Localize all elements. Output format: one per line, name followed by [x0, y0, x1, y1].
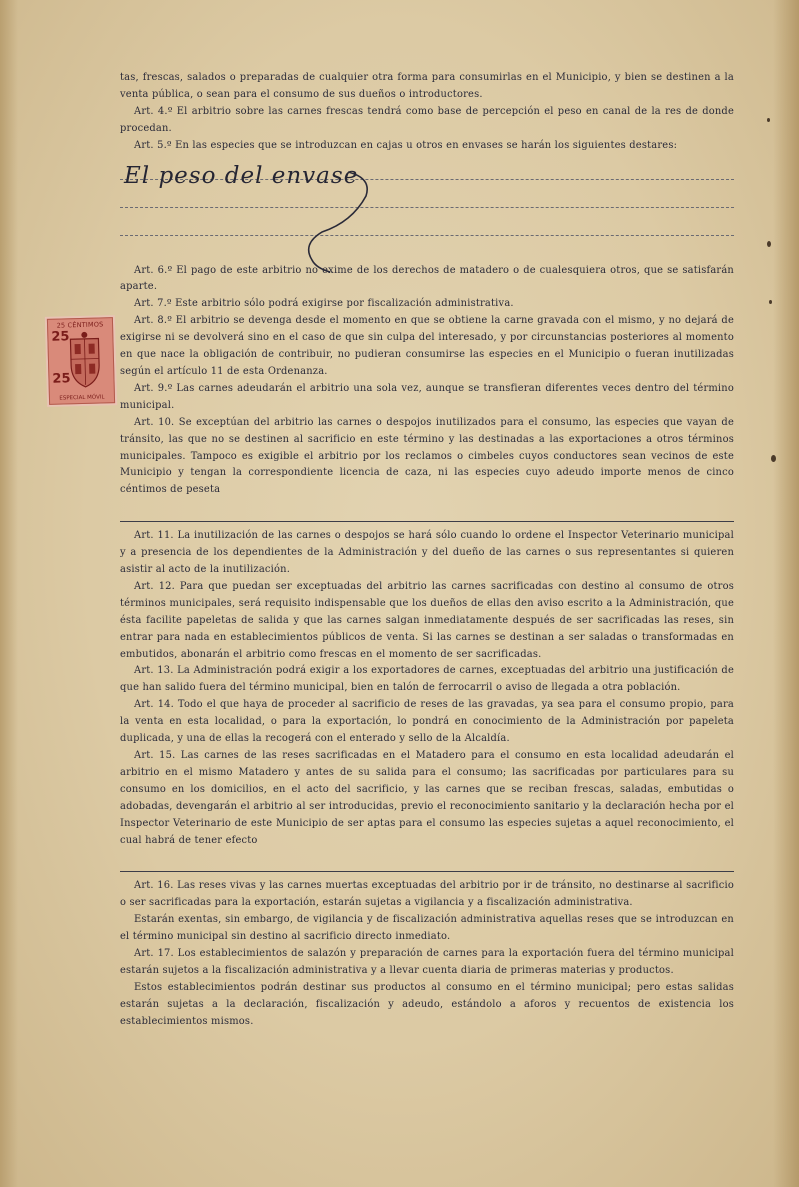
article-7: Art. 7.º Este arbitrio sólo podrá exigirse por fiscalización administrativa.: [134, 298, 514, 310]
article-11: Art. 11. La inutilización de las carnes o despojos se hará sólo cuando lo ordene el Inspector Veterinario municipal y a presencia de los dependientes de la Administración y del dueño de las carnes o sus representantes si quieren asistir al acto de la inutilización.: [120, 530, 734, 576]
article-14: Art. 14. Todo el que haya de proceder al sacrificio de reses de las gravadas, ya sea para el consumo propio, para la venta en esta localidad, o para la exportación, lo pondrá en conocimiento de la Administración por papeleta duplicada, y una de ellas la recogerá con el enterado y sello de la Alcaldía.: [120, 699, 734, 745]
article-5: Art. 5.º En las especies que se introduzcan en cajas u otros en envases se harán los siguientes destares:: [134, 139, 678, 151]
stamp-top-text: 25 CÉNTIMOS: [56, 320, 104, 330]
article-8: Art. 8.º El arbitrio se devenga desde el momento en que se obtiene la carne gravada con el mismo, y no dejará de exigirse ni se devolverá sino en el caso de que sin culpa del interesado, y por circunstancias posteriores al momento en que nace la obligación de contribuir, no pudieran consumirse las especies en el Municipio o fueran inutilizadas según el artículo 11 de esta Ordenanza.: [120, 315, 734, 377]
article-16: Art. 16. Las reses vivas y las carnes muertas exceptuadas del arbitrio por ir de tránsito, no destinarse al sacrificio o ser sacrificadas para la exportación, estarán sujetas a vigilancia y a fiscalización administrativa.: [120, 880, 734, 909]
article-10: Art. 10. Se exceptúan del arbitrio las carnes o despojos inutilizados para el consumo, las especies que vayan de tránsito, las que no se destinen al sacrificio en este término y las destinadas a las exportaciones a otros términos municipales. Tampoco es exigible el arbitrio por los reclamos o cimbeles cuyos conductores sean vecinos de este Municipio y tengan la correspondiente licencia de caza, ni las especies cuyo adeudo importe menos de cinco céntimos de peseta: [120, 416, 734, 496]
article-16-paragraph-2: Estarán exentas, sin embargo, de vigilancia y de fiscalización administrativa aquellas reses que se introduzcan en el término municipal sin destino al sacrificio directo inmediato.: [120, 914, 734, 943]
stamp-value-lower: 25: [52, 371, 71, 387]
article-17: Art. 17. Los establecimientos de salazón y preparación de carnes para la exportación fuera del término municipal estarán sujetos a la fiscalización administrativa y a llevar cuenta diaria de primeras materias y productos.: [120, 948, 734, 976]
article-4: Art. 4.º El arbitrio sobre las carnes frescas tendrá como base de percepción el peso en canal de la res de donde procedan.: [120, 105, 734, 134]
article-12: Art. 12. Para que puedan ser exceptuadas del arbitrio las carnes sacrificadas con destino al consumo de otros términos municipales, será requisito indispensable que los dueños de ellas den aviso escrito a la Administración, que ésta facilite papeletas de salida y que las carnes salgan inmediatamente después de ser sacrificadas las reses, sin entrar para nada en establecimientos públicos de venta. Si las carnes se destinan a ser saladas o transformadas en embutidos, abonarán el arbitrio como frescas en el momento de ser sacrificadas.: [120, 580, 734, 660]
paragraph-intro: tas, frescas, salados o preparadas de cualquier otra forma para consumirlas en el Municipio, y bien se destinen a la venta pública, o sean para el consumo de sus dueños o introductores.: [120, 72, 734, 100]
article-9: Art. 9.º Las carnes adeudarán el arbitrio una sola vez, aunque se transfieran diferentes veces dentro del término municipal.: [120, 382, 734, 411]
article-6: Art. 6.º El pago de este arbitrio no exime de los derechos de matadero o de cualesquiera otros, que se satisfarán aparte.: [120, 264, 734, 293]
article-13: Art. 13. La Administración podrá exigir a los exportadores de carnes, exceptuadas del arbitrio una justificación de que han salido fuera del término municipal, bien en talón de ferrocarril o aviso de llegada a otra población.: [120, 665, 734, 694]
stamp-bottom-text: ESPECIAL MÓVIL: [59, 394, 105, 402]
article-15: Art. 15. Las carnes de las reses sacrificadas en el Matadero para el consumo en esta localidad adeudarán el arbitrio en el mismo Matadero y antes de su salida para el consumo; las sacrificadas por particulares para su consumo en los domicilios, en el acto del sacrificio, y las carnes que se reciban frescas, saladas, embutidas o adobadas, devengarán el arbitrio al ser introducidas, previo el reconocimiento sanitario y la declaración hecha por el Inspector Veterinario de este Municipio de ser aptas para el consumo las especies sujetas a aquel reconocimiento, el cual habrá de tener efecto: [120, 750, 734, 846]
article-17-paragraph-2: Estos establecimientos podrán destinar sus productos al consumo en el término municipal; pero estas salidas estarán sujetas a la declaración, fiscalización y adeudo, estándolo a aforos y recuentos de existencia los establecimientos mismos.: [120, 981, 734, 1027]
stamp-value-upper: 25: [51, 329, 70, 345]
handwritten-entry: El peso del envase: [124, 162, 359, 189]
